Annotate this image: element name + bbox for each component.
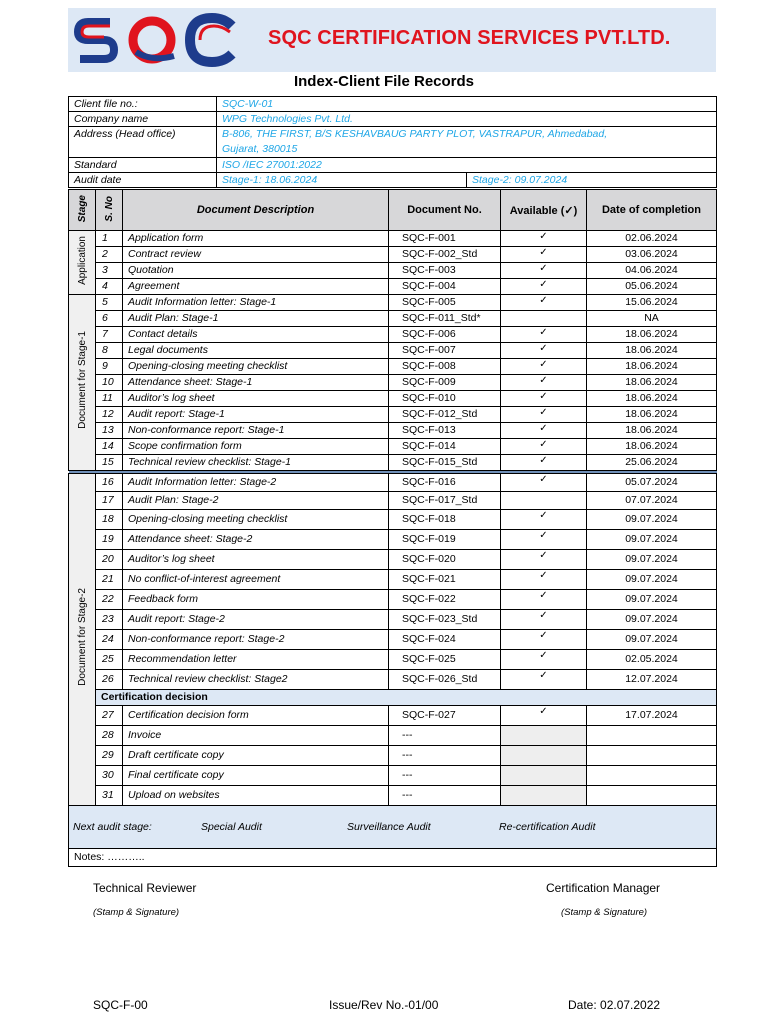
row-date: NA <box>587 311 717 327</box>
row-date: 18.06.2024 <box>587 407 717 423</box>
row-date <box>587 766 717 786</box>
row-description: Audit Plan: Stage-1 <box>123 311 389 327</box>
row-description: Non-conformance report: Stage-2 <box>123 630 389 650</box>
row-available: ✓ <box>501 530 587 550</box>
table-row <box>69 550 717 570</box>
table-row <box>69 311 717 327</box>
row-date: 18.06.2024 <box>587 327 717 343</box>
sqc-logo <box>74 12 239 68</box>
table-row <box>69 510 717 530</box>
row-available: ✓ <box>501 474 587 492</box>
row-available: ✓ <box>501 327 587 343</box>
table-row <box>69 530 717 550</box>
stage1-date: Stage-1: 18.06.2024 <box>217 173 467 188</box>
document-title: Index-Client File Records <box>293 73 475 90</box>
description-header: Document Description <box>123 190 389 231</box>
row-doc-no: SQC-F-017_Std <box>389 492 501 510</box>
row-description: Scope confirmation form <box>123 439 389 455</box>
company-row <box>69 112 717 127</box>
row-doc-no: SQC-F-013 <box>389 423 501 439</box>
row-available: ✓ <box>501 375 587 391</box>
row-sno: 8 <box>96 343 123 359</box>
row-description: Legal documents <box>123 343 389 359</box>
row-available: ✓ <box>501 359 587 375</box>
client-info-table <box>68 96 717 188</box>
row-available <box>501 746 587 766</box>
client-file-label: Client file no.: <box>69 97 217 112</box>
certification-manager-label: Certification Manager <box>546 881 661 895</box>
row-available: ✓ <box>501 407 587 423</box>
row-description: Audit report: Stage-1 <box>123 407 389 423</box>
audit-date-label: Audit date <box>69 173 217 188</box>
row-available: ✓ <box>501 550 587 570</box>
row-available: ✓ <box>501 391 587 407</box>
row-available <box>501 492 587 510</box>
row-date: 07.07.2024 <box>587 492 717 510</box>
row-available: ✓ <box>501 279 587 295</box>
row-sno: 17 <box>96 492 123 510</box>
row-available: ✓ <box>501 510 587 530</box>
row-description: Technical review checklist: Stage2 <box>123 670 389 690</box>
row-doc-no: SQC-F-025 <box>389 650 501 670</box>
table-row <box>69 343 717 359</box>
row-description: Non-conformance report: Stage-1 <box>123 423 389 439</box>
row-description: Application form <box>123 231 389 247</box>
row-doc-no: SQC-F-010 <box>389 391 501 407</box>
row-available: ✓ <box>501 610 587 630</box>
row-available: ✓ <box>501 590 587 610</box>
row-date: 09.07.2024 <box>587 610 717 630</box>
table-row <box>69 726 717 746</box>
row-doc-no: SQC-F-003 <box>389 263 501 279</box>
row-doc-no: SQC-F-014 <box>389 439 501 455</box>
row-doc-no: SQC-F-007 <box>389 343 501 359</box>
row-date: 09.07.2024 <box>587 550 717 570</box>
row-date: 18.06.2024 <box>587 439 717 455</box>
row-date: 02.05.2024 <box>587 650 717 670</box>
table-row <box>69 391 717 407</box>
row-date: 12.07.2024 <box>587 670 717 690</box>
row-doc-no: SQC-F-027 <box>389 706 501 726</box>
table-row <box>69 610 717 630</box>
row-available: ✓ <box>501 263 587 279</box>
row-description: Final certificate copy <box>123 766 389 786</box>
row-doc-no: --- <box>389 726 501 746</box>
recert-audit-option: Re-certification Audit <box>499 821 596 833</box>
row-available <box>501 726 587 746</box>
table-row <box>69 630 717 650</box>
records-table <box>68 189 717 867</box>
row-available: ✓ <box>501 630 587 650</box>
row-available: ✓ <box>501 455 587 471</box>
footer-date: Date: 02.07.2022 <box>568 998 661 1012</box>
row-date <box>587 746 717 766</box>
row-sno: 15 <box>96 455 123 471</box>
row-description: Feedback form <box>123 590 389 610</box>
row-date <box>587 726 717 746</box>
row-date: 18.06.2024 <box>587 343 717 359</box>
row-sno: 30 <box>96 766 123 786</box>
row-sno: 12 <box>96 407 123 423</box>
row-doc-no: SQC-F-006 <box>389 327 501 343</box>
records-body <box>69 231 717 867</box>
row-doc-no: SQC-F-024 <box>389 630 501 650</box>
table-row <box>69 375 717 391</box>
notes-row <box>69 849 717 867</box>
row-doc-no: --- <box>389 786 501 806</box>
row-sno: 23 <box>96 610 123 630</box>
row-date: 03.06.2024 <box>587 247 717 263</box>
row-sno: 9 <box>96 359 123 375</box>
table-row <box>69 295 717 311</box>
header-banner <box>68 8 716 72</box>
footer-form-no: SQC-F-00 <box>93 998 148 1012</box>
row-available <box>501 786 587 806</box>
row-available: ✓ <box>501 343 587 359</box>
table-header-row <box>69 190 717 231</box>
row-doc-no: SQC-F-012_Std <box>389 407 501 423</box>
cert-decision-label: Certification decision <box>96 690 717 706</box>
row-description: Invoice <box>123 726 389 746</box>
row-description: Contact details <box>123 327 389 343</box>
row-available: ✓ <box>501 650 587 670</box>
row-doc-no: SQC-F-015_Std <box>389 455 501 471</box>
row-sno: 3 <box>96 263 123 279</box>
footer-issue-rev: Issue/Rev No.-01/00 <box>329 998 439 1012</box>
row-sno: 20 <box>96 550 123 570</box>
stage-application-label <box>69 231 96 295</box>
row-sno: 22 <box>96 590 123 610</box>
row-date: 15.06.2024 <box>587 295 717 311</box>
row-doc-no: SQC-F-009 <box>389 375 501 391</box>
row-doc-no: SQC-F-011_Std* <box>389 311 501 327</box>
row-available <box>501 766 587 786</box>
row-date: 09.07.2024 <box>587 590 717 610</box>
stage-header: Stage <box>69 190 96 231</box>
row-sno: 10 <box>96 375 123 391</box>
row-description: No conflict-of-interest agreement <box>123 570 389 590</box>
row-date: 09.07.2024 <box>587 530 717 550</box>
row-sno: 4 <box>96 279 123 295</box>
stage-text: Application <box>76 235 88 285</box>
row-doc-no: SQC-F-021 <box>389 570 501 590</box>
standard-row <box>69 158 717 173</box>
row-description: Technical review checklist: Stage-1 <box>123 455 389 471</box>
row-sno: 25 <box>96 650 123 670</box>
row-doc-no: SQC-F-002_Std <box>389 247 501 263</box>
row-description: Agreement <box>123 279 389 295</box>
company-name: SQC CERTIFICATION SERVICES PVT.LTD. <box>268 27 671 49</box>
row-doc-no: SQC-F-008 <box>389 359 501 375</box>
row-sno: 24 <box>96 630 123 650</box>
row-description: Opening-closing meeting checklist <box>123 510 389 530</box>
row-sno: 11 <box>96 391 123 407</box>
docno-header: Document No. <box>389 190 501 231</box>
row-doc-no: SQC-F-001 <box>389 231 501 247</box>
table-row <box>69 474 717 492</box>
table-row <box>69 359 717 375</box>
row-doc-no: SQC-F-005 <box>389 295 501 311</box>
row-date: 18.06.2024 <box>587 423 717 439</box>
row-description: Recommendation letter <box>123 650 389 670</box>
row-description: Draft certificate copy <box>123 746 389 766</box>
row-available: ✓ <box>501 706 587 726</box>
address-row <box>69 127 717 158</box>
row-sno: 31 <box>96 786 123 806</box>
standard-value: ISO /IEC 27001:2022 <box>217 158 717 173</box>
row-date: 18.06.2024 <box>587 375 717 391</box>
table-row <box>69 423 717 439</box>
special-audit-option: Special Audit <box>201 821 262 833</box>
stage2-date: Stage-2: 09.07.2024 <box>467 173 717 188</box>
row-description: Opening-closing meeting checklist <box>123 359 389 375</box>
available-header: Available (✓) <box>501 190 587 231</box>
table-row <box>69 263 717 279</box>
table-row <box>69 590 717 610</box>
row-date: 09.07.2024 <box>587 630 717 650</box>
stage-text: Document for Stage-2 <box>76 588 88 686</box>
sno-header: S. No <box>96 190 123 231</box>
row-available: ✓ <box>501 570 587 590</box>
row-doc-no: SQC-F-022 <box>389 590 501 610</box>
row-description: Auditor’s log sheet <box>123 550 389 570</box>
row-description: Audit report: Stage-2 <box>123 610 389 630</box>
next-audit-label: Next audit stage: <box>73 821 152 833</box>
row-description: Quotation <box>123 263 389 279</box>
row-doc-no: SQC-F-026_Std <box>389 670 501 690</box>
address-line-1: B-806, THE FIRST, B/S KESHAVBAUG PARTY PLOT, VASTRAPUR, Ahmedabad, <box>222 128 608 140</box>
date-header: Date of completion <box>587 190 717 231</box>
row-date: 17.07.2024 <box>587 706 717 726</box>
table-row <box>69 766 717 786</box>
table-row <box>69 279 717 295</box>
row-sno: 27 <box>96 706 123 726</box>
row-sno: 14 <box>96 439 123 455</box>
next-audit-row <box>69 806 717 849</box>
row-doc-no: SQC-F-019 <box>389 530 501 550</box>
stage-1-label <box>69 295 96 471</box>
row-sno: 6 <box>96 311 123 327</box>
audit-date-row <box>69 173 717 188</box>
row-doc-no: --- <box>389 746 501 766</box>
row-description: Audit Information letter: Stage-1 <box>123 295 389 311</box>
table-row <box>69 746 717 766</box>
technical-reviewer-label: Technical Reviewer <box>93 881 197 895</box>
row-available: ✓ <box>501 670 587 690</box>
row-description: Certification decision form <box>123 706 389 726</box>
row-sno: 21 <box>96 570 123 590</box>
row-description: Audit Plan: Stage-2 <box>123 492 389 510</box>
table-row <box>69 670 717 690</box>
table-row <box>69 570 717 590</box>
manager-stamp-label: (Stamp & Signature) <box>561 907 648 918</box>
row-date: 05.06.2024 <box>587 279 717 295</box>
row-description: Attendance sheet: Stage-2 <box>123 530 389 550</box>
reviewer-stamp-label: (Stamp & Signature) <box>93 907 180 918</box>
row-doc-no: SQC-F-023_Std <box>389 610 501 630</box>
row-sno: 5 <box>96 295 123 311</box>
company-label: Company name <box>69 112 217 127</box>
company-value: WPG Technologies Pvt. Ltd. <box>217 112 717 127</box>
row-sno: 18 <box>96 510 123 530</box>
table-row <box>69 407 717 423</box>
row-doc-no: --- <box>389 766 501 786</box>
row-sno: 13 <box>96 423 123 439</box>
row-sno: 7 <box>96 327 123 343</box>
row-date: 02.06.2024 <box>587 231 717 247</box>
address-line-2: Gujarat, 380015 <box>222 143 298 155</box>
client-file-value: SQC-W-01 <box>217 97 717 112</box>
table-row <box>69 455 717 471</box>
row-available: ✓ <box>501 423 587 439</box>
row-sno: 2 <box>96 247 123 263</box>
row-date <box>587 786 717 806</box>
client-file-row <box>69 97 717 112</box>
row-date: 09.07.2024 <box>587 570 717 590</box>
row-date: 18.06.2024 <box>587 391 717 407</box>
row-sno: 19 <box>96 530 123 550</box>
row-description: Attendance sheet: Stage-1 <box>123 375 389 391</box>
row-description: Upload on websites <box>123 786 389 806</box>
row-available <box>501 311 587 327</box>
row-date: 05.07.2024 <box>587 474 717 492</box>
row-sno: 26 <box>96 670 123 690</box>
row-available: ✓ <box>501 231 587 247</box>
row-date: 09.07.2024 <box>587 510 717 530</box>
row-description: Auditor’s log sheet <box>123 391 389 407</box>
stage-text: Document for Stage-1 <box>76 331 88 429</box>
table-row <box>69 492 717 510</box>
row-description: Contract review <box>123 247 389 263</box>
table-row <box>69 247 717 263</box>
standard-label: Standard <box>69 158 217 173</box>
row-date: 18.06.2024 <box>587 359 717 375</box>
table-row <box>69 706 717 726</box>
next-audit-cell <box>69 806 717 849</box>
row-sno: 29 <box>96 746 123 766</box>
row-sno: 1 <box>96 231 123 247</box>
table-row <box>69 327 717 343</box>
stage-2-label <box>69 474 96 806</box>
row-sno: 28 <box>96 726 123 746</box>
surveillance-audit-option: Surveillance Audit <box>347 821 431 833</box>
table-row <box>69 786 717 806</box>
row-available: ✓ <box>501 439 587 455</box>
table-row <box>69 439 717 455</box>
cert-decision-row <box>69 690 717 706</box>
row-description: Audit Information letter: Stage-2 <box>123 474 389 492</box>
row-available: ✓ <box>501 295 587 311</box>
row-doc-no: SQC-F-020 <box>389 550 501 570</box>
row-date: 04.06.2024 <box>587 263 717 279</box>
table-row <box>69 231 717 247</box>
table-row <box>69 650 717 670</box>
address-value <box>217 127 717 158</box>
notes-cell: Notes: ……….. <box>69 849 717 867</box>
row-doc-no: SQC-F-018 <box>389 510 501 530</box>
row-date: 25.06.2024 <box>587 455 717 471</box>
row-doc-no: SQC-F-016 <box>389 474 501 492</box>
address-label: Address (Head office) <box>69 127 217 158</box>
row-sno: 16 <box>96 474 123 492</box>
row-available: ✓ <box>501 247 587 263</box>
row-doc-no: SQC-F-004 <box>389 279 501 295</box>
